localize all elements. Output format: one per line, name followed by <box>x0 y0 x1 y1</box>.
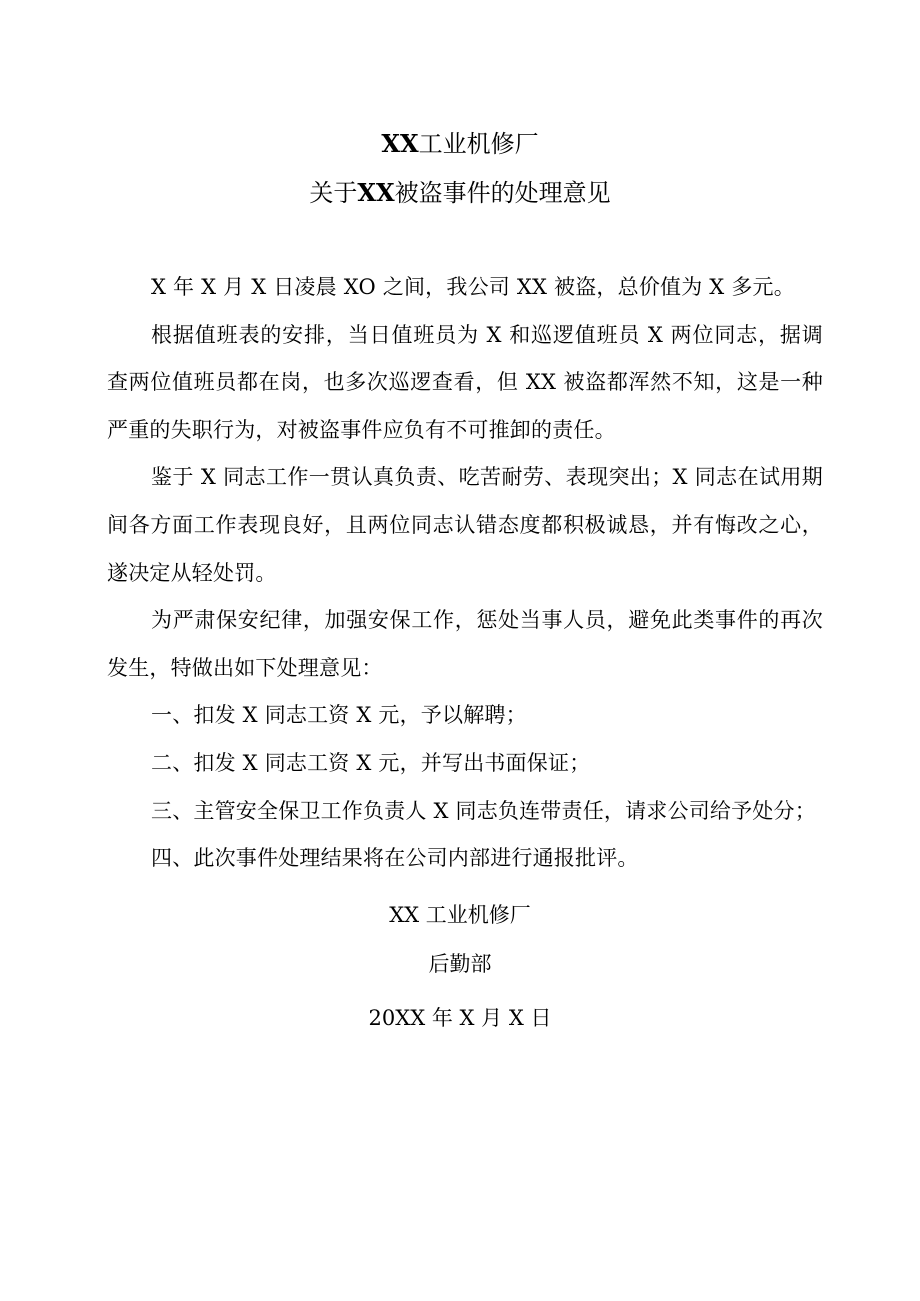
company-name: 工业机修厂 <box>418 130 539 158</box>
subject-rest: 被盗事件的处理意见 <box>394 179 611 207</box>
signature-department: 后勤部 <box>428 952 492 976</box>
paragraph-duty: 根据值班表的安排，当日值班员为 X 和巡逻值班员 X 两位同志，据调查两位值班员都在岗，也多次巡逻查看，但 XX 被盗都浑然不知，这是一种严重的失职行为，对被盗事件应负有不可推卸的责任。 <box>107 322 823 442</box>
paragraph-leniency: 鉴于 X 同志工作一贯认真负责、吃苦耐劳、表现突出；X 同志在试用期间各方面工作表现良好，且两位同志认错态度都积极诚恳，并有悔改之心，遂决定从轻处罚。 <box>107 465 823 585</box>
paragraph-incident: X 年 X 月 X 日凌晨 XO 之间，我公司 XX 被盗，总价值为 X 多元。 <box>151 275 795 299</box>
subject-prefix: 关于 <box>309 179 358 207</box>
decision-item-3: 三、主管安全保卫工作负责人 X 同志负连带责任，请求公司给予处分； <box>151 798 816 823</box>
document-title-subject <box>0 177 920 209</box>
decision-item-1: 一、扣发 X 同志工资 X 元，予以解聘； <box>151 703 527 728</box>
decision-item-2: 二、扣发 X 同志工资 X 元，并写出书面保证； <box>151 750 591 775</box>
document-title-company <box>0 128 920 160</box>
company-prefix: XX <box>381 129 419 158</box>
signature-date: 20XX 年 X 月 X 日 <box>368 1006 552 1030</box>
signature-company: XX 工业机修厂 <box>389 903 531 927</box>
decision-item-4: 四、此次事件处理结果将在公司内部进行通报批评。 <box>151 846 639 871</box>
subject-xx: XX <box>357 178 395 207</box>
paragraph-purpose: 为严肃保安纪律，加强安保工作，惩处当事人员，避免此类事件的再次发生，特做出如下处理意见： <box>107 608 823 680</box>
document-body <box>107 264 823 883</box>
